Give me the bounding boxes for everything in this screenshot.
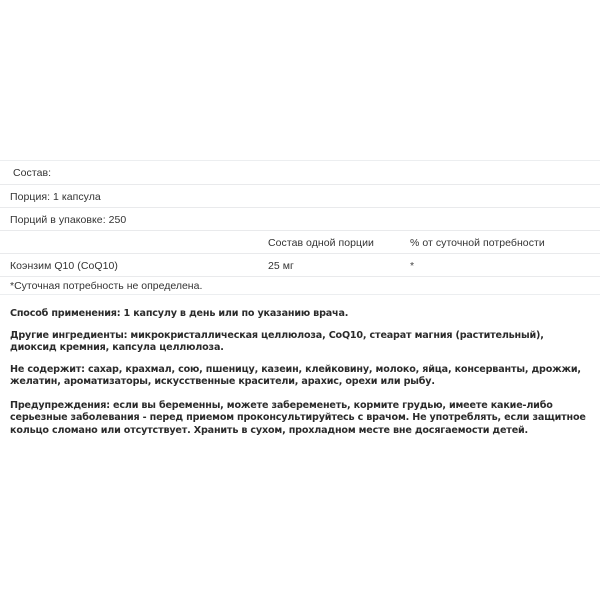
supplement-facts-table [0,160,600,292]
column-header-amount-per-serving: Состав одной порции [268,237,374,249]
nutrient-name: Коэнзим Q10 (CoQ10) [10,260,118,272]
facts-footnote: *Суточная потребность не определена. [10,280,203,292]
serving-size-label: Порция: 1 капсула [10,191,101,203]
table-header-row [0,230,600,253]
other-ingredients-paragraph: Другие ингредиенты: микрокристаллическая целлюлоза, CoQ10, стеарат магния (растительный), диоксид кремния, капсула целлюлоза. [10,330,544,354]
column-header-percent-daily-value: % от суточной потребности [410,237,545,249]
facts-title: Состав: [13,167,52,179]
directions-paragraph: Способ применения: 1 капсулу в день или по указанию врача. [10,308,349,319]
warnings-paragraph: Предупреждения: если вы беременны, можете забеременеть, кормите грудью, имеете какие-либо серьезные заболевания - перед приемом проконсультируйтесь с врачом. Не употреблять, если защитное кольцо сломано или отсутствует. Хранить в сухом, прохладном месте вне досягаемости детей. [10,400,586,436]
table-row-serving-size [0,184,600,207]
nutrient-daily-value: * [410,260,415,272]
free-of-paragraph: Не содержит: сахар, крахмал, сою, пшеницу, казеин, клейковину, молоко, яйца, консерванты, дрожжи, желатин, ароматизаторы, искусственные красители, арахис, орехи или рыбу. [10,364,581,388]
table-row-title [0,160,600,184]
table-row [0,253,600,276]
servings-per-container-label: Порций в упаковке: 250 [10,214,127,226]
nutrient-amount: 25 мг [268,260,294,272]
table-row-servings-per-container [0,207,600,230]
table-footnote-row [0,276,600,295]
